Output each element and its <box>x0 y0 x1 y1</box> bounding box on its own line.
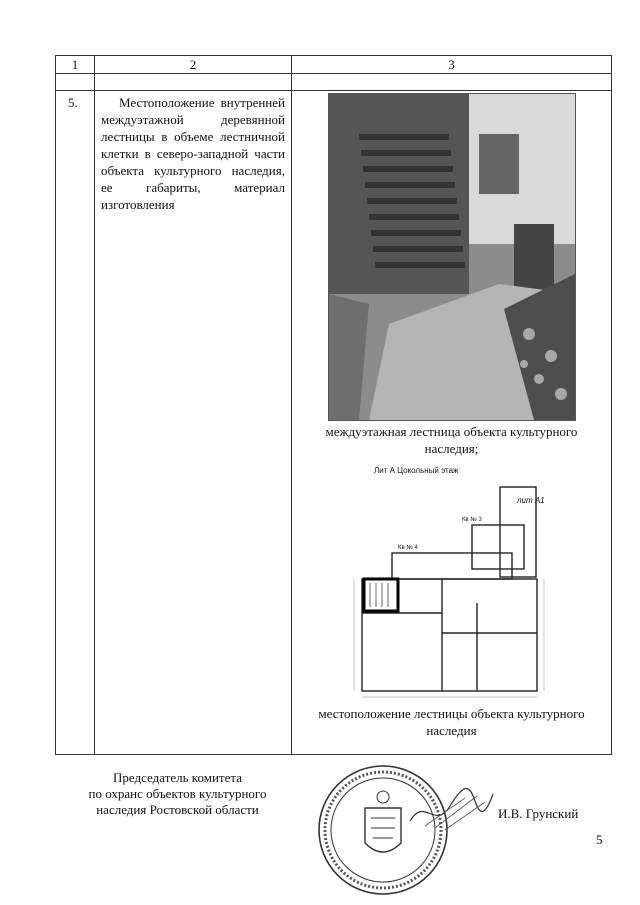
signer-name: И.В. Грунский <box>498 806 579 821</box>
object-table <box>55 55 612 755</box>
page-number: 5 <box>596 832 603 847</box>
header-cell-3: 3 <box>292 56 612 74</box>
signer-title-line: наследия Ростовской области <box>96 802 259 817</box>
plan-caption: местоположение лестницы объекта культурного наследия <box>318 706 585 738</box>
row-illustration-cell <box>292 91 612 755</box>
staircase-highlight <box>364 579 398 611</box>
header-cell-1: 1 <box>56 56 95 74</box>
row-description: Местоположение внутренней междуэтажной деревянной лестницы в объеме лестничной клетки в северо-западной части объекта культурного наследия, ее габариты, материал изготовления <box>101 95 285 212</box>
signer-title <box>70 770 285 818</box>
signer-title-line: по охранс объектов культурного <box>88 786 267 801</box>
row-number: 5. <box>56 91 95 755</box>
staircase-photo <box>328 93 576 421</box>
photo-caption: междуэтажная лестница объекта культурного наследия; <box>325 424 578 456</box>
table-row <box>56 91 612 755</box>
signer-title-line: Председатель комитета <box>113 770 242 785</box>
plan-title: Лит А Цокольный этаж <box>373 466 458 475</box>
plan-note: лит А1 <box>516 496 545 505</box>
floor-plan-drawing <box>332 463 572 703</box>
plan-room-label-2: Кв № 4 <box>397 545 418 551</box>
plan-room-label-1: Кв № 3 <box>461 517 482 523</box>
signature-icon <box>405 776 495 836</box>
table-header-row <box>56 56 612 74</box>
header-cell-2: 2 <box>95 56 292 74</box>
table-spacer-row <box>56 74 612 91</box>
row-description-cell <box>95 91 292 755</box>
